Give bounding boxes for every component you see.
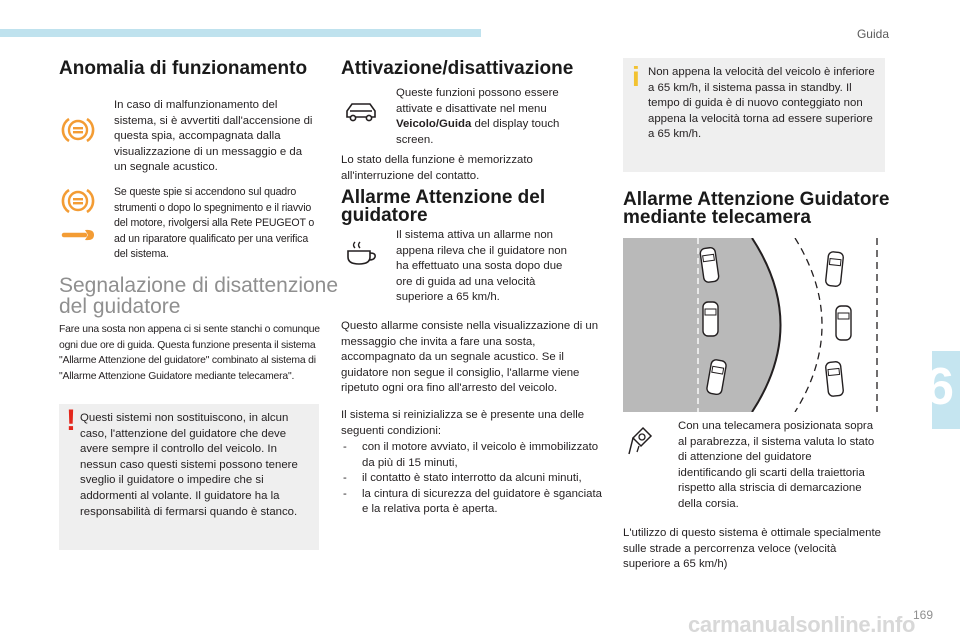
condition-item: - il contatto è stato interrotto da alcuni minuti, [341, 471, 603, 487]
segnalazione-paragraph: Fare una sosta non appena ci si sente stanchi o comunque ogni due ore di guida. Questa funzione presenta il sistema "Allarme Attenzione del guidatore" combinato al sistema di "Allarme Attenzione Guidatore mediante telecamera". [59, 324, 320, 382]
coffee-cup-icon [343, 240, 379, 268]
telecamera-title-line-1: Allarme Attenzione Guidatore [623, 189, 890, 210]
warning-text: Questi sistemi non sostituiscono, in alcun caso, l'attenzione del guidatore che deve avere sempre il controllo del veicolo. In nessun caso questi sistemi possono tenere sveglio il guidatore o impedire che si addormenti al volante. Il guidatore ha la responsabilità di fermarsi quando è stanco. [80, 412, 298, 518]
menu-path-veicolo-guida: Veicolo/Guida [396, 118, 472, 131]
attention-warning-lamp-icon [61, 186, 95, 216]
memorizzato-paragraph: Lo stato della funzione è memorizzato all'interruzione del contatto. [341, 154, 533, 182]
conditions-list [341, 440, 603, 518]
segnalazione-title-line-1: Segnalazione di disattenzione [59, 274, 339, 297]
condition-item: - la cintura di sicurezza del guidatore è sganciata e la relativa porta è aperta. [341, 487, 603, 518]
car-top-view [825, 361, 843, 396]
anomalia-paragraph-2: Se queste spie si accendono sul quadro strumenti o dopo lo spegnimento e il riavvio del motore, rivolgersi alla Rete PEUGEOT o ad un riparatore qualificato per una verifica del sistema. [114, 186, 315, 260]
car-settings-icon [343, 99, 381, 125]
watermark: carmanualsonline.info [688, 612, 916, 637]
car-top-view [825, 251, 843, 286]
reinizializza-intro: Il sistema si reinizializza se è presente una delle seguenti condizioni: [341, 409, 585, 437]
car-top-view [703, 302, 718, 336]
allarme-title-line-2: guidatore [341, 205, 428, 226]
road-diagram [623, 238, 885, 412]
condition-item: - con il motore avviato, il veicolo è immobilizzato da più di 15 minuti, [341, 440, 603, 471]
attivazione-paragraph [396, 86, 586, 148]
camera-icon [627, 424, 659, 458]
attivazione-title: Attivazione/disattivazione [341, 58, 574, 79]
attivazione-text-end: del display touch screen. [396, 118, 560, 146]
anomalia-paragraph-1: In caso di malfunzionamento del sistema, si è avvertiti dall'accensione di questa spia, accompagnata dalla visualizzazione di un messaggio e da un segnale acustico. [114, 99, 313, 174]
header-accent-bar [0, 29, 481, 37]
allarme-paragraph-1: Il sistema attiva un allarme non appena rileva che il guidatore non ha effettuato una sosta dopo due ore di guida ad una velocità superiore a 65 km/h. [396, 229, 567, 304]
section-label: Guida [856, 27, 889, 41]
car-top-view [836, 306, 851, 340]
telecamera-paragraph-1: Con una telecamera posizionata sopra al parabrezza, il sistema valuta lo stato di attenzione del guidatore identificando gli scarti della traiettoria rispetto alla striscia di demarcazione della corsia. [678, 420, 875, 510]
attention-warning-lamp-icon [61, 115, 95, 145]
info-text: Non appena la velocità del veicolo è inferiore a 65 km/h, il sistema passa in standby. Il tempo di guida è di nuovo conteggiato non appena la velocità torna ad essere superiore a 65 km/h. [648, 66, 875, 141]
allarme-title-line-1: Allarme Attenzione del [341, 187, 546, 208]
segnalazione-title-line-2: del guidatore [59, 295, 181, 318]
telecamera-paragraph-2: L'utilizzo di questo sistema è ottimale specialmente sulle strade a percorrenza veloce (velocità superiore a 65 km/h) [623, 527, 881, 571]
chapter-number: 6 [925, 358, 954, 416]
warning-exclamation: ! [66, 404, 76, 437]
allarme-paragraph-2: Questo allarme consiste nella visualizzazione di un messaggio che invita a fare una sosta, accompagnato da un segnale acustico. Se il guidatore non segue il consiglio, l'allarme viene ripetuto ogni ora fino all'arresto del veicolo. [341, 320, 599, 395]
page-number: 169 [912, 608, 933, 622]
service-wrench-icon [61, 225, 97, 243]
attivazione-text-start: Queste funzioni possono essere attivate e disattivate nel menu [396, 87, 559, 115]
info-icon: i [632, 61, 640, 92]
telecamera-title-line-2: mediante telecamera [623, 207, 811, 228]
anomalia-title: Anomalia di funzionamento [59, 58, 308, 79]
